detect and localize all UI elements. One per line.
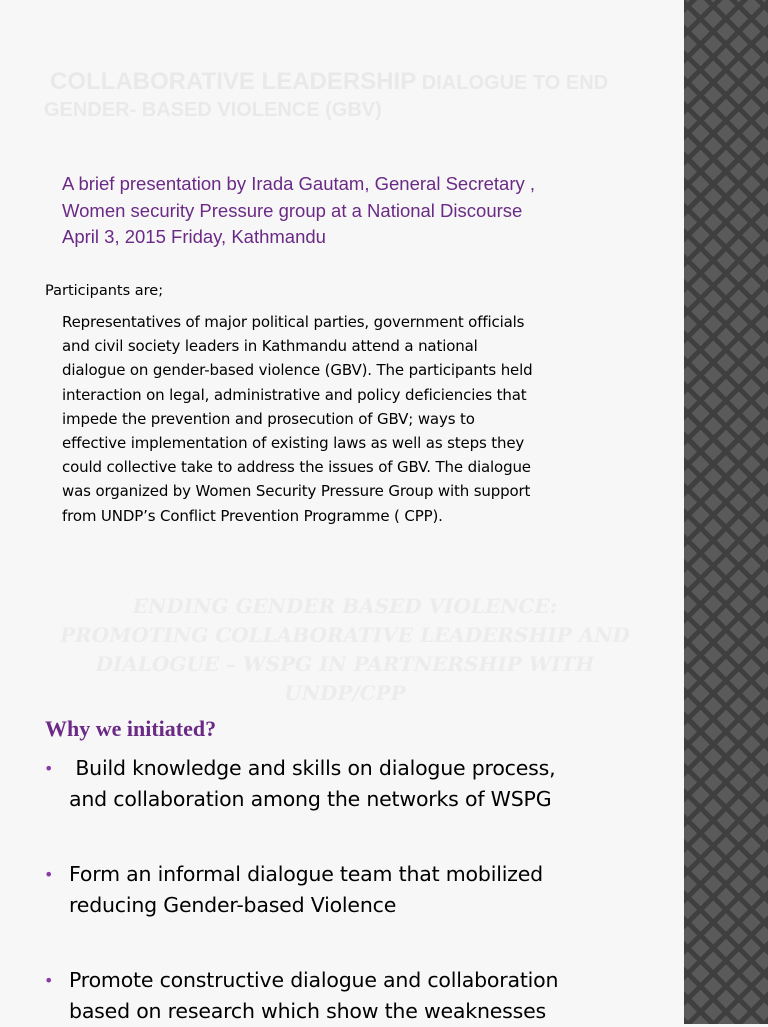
bullet-line: reducing Gender-based Violence bbox=[69, 893, 397, 917]
presenter-line: April 3, 2015 Friday, Kathmandu bbox=[62, 226, 326, 247]
bullet-line: Form an informal dialogue team that mobilized bbox=[69, 862, 543, 886]
participants-heading: Participants are; bbox=[45, 283, 164, 299]
subtitle-line: PROMOTING COLLABORATIVE LEADERSHIP AND bbox=[60, 623, 630, 647]
decorative-pattern-strip bbox=[684, 0, 768, 1024]
subtitle-line: DIALOGUE – WSPG IN PARTNERSHIP WITH bbox=[95, 652, 595, 676]
paragraph-line: could collective take to address the issues of GBV. The dialogue bbox=[62, 458, 531, 477]
paragraph-line: interaction on legal, administrative and policy deficiencies that bbox=[62, 385, 527, 404]
paragraph-line: and civil society leaders in Kathmandu attend a national bbox=[62, 337, 478, 356]
bullet-item bbox=[44, 965, 644, 1027]
subtitle-line: ENDING GENDER BASED VIOLENCE: bbox=[132, 594, 558, 618]
title-part-1: COLLABORATIVE LEADERSHIP bbox=[50, 68, 417, 95]
participants-paragraph bbox=[62, 310, 642, 528]
paragraph-line: dialogue on gender-based violence (GBV). The participants held bbox=[62, 361, 533, 380]
presenter-line: A brief presentation by Irada Gautam, General Secretary , bbox=[62, 173, 536, 194]
bullet-icon: • bbox=[44, 759, 54, 778]
bullet-line: based on research which show the weaknesses bbox=[69, 999, 547, 1023]
bullet-icon: • bbox=[44, 865, 54, 884]
presenter-info bbox=[62, 171, 642, 251]
subtitle-line: UNDP/CPP bbox=[284, 681, 406, 705]
paragraph-line: impede the prevention and prosecution of GBV; ways to bbox=[62, 409, 475, 428]
slide-subtitle bbox=[40, 592, 650, 708]
bullet-item bbox=[44, 753, 644, 815]
paragraph-line: from UNDP’s Conflict Prevention Programme ( CPP). bbox=[62, 506, 443, 525]
bullet-line: Build knowledge and skills on dialogue process, bbox=[69, 756, 556, 780]
paragraph-line: Representatives of major political parties, government officials bbox=[62, 313, 525, 331]
bullet-item bbox=[44, 859, 644, 921]
bullet-line: and collaboration among the networks of WSPG bbox=[69, 787, 552, 811]
presenter-line: Women security Pressure group at a National Discourse bbox=[62, 199, 523, 221]
why-heading: Why we initiated? bbox=[45, 716, 217, 741]
bullet-line: Promote constructive dialogue and collaboration bbox=[69, 968, 559, 992]
paragraph-line: effective implementation of existing laws as well as steps they bbox=[62, 434, 525, 453]
bullet-list bbox=[44, 753, 644, 1027]
bullet-icon: • bbox=[44, 971, 54, 990]
paragraph-line: was organized by Women Security Pressure Group with support bbox=[62, 482, 531, 501]
slide-title bbox=[44, 68, 644, 124]
title-part-2: DIALOGUE TO END GENDER- BASED VIOLENCE (GBV) bbox=[44, 72, 609, 121]
